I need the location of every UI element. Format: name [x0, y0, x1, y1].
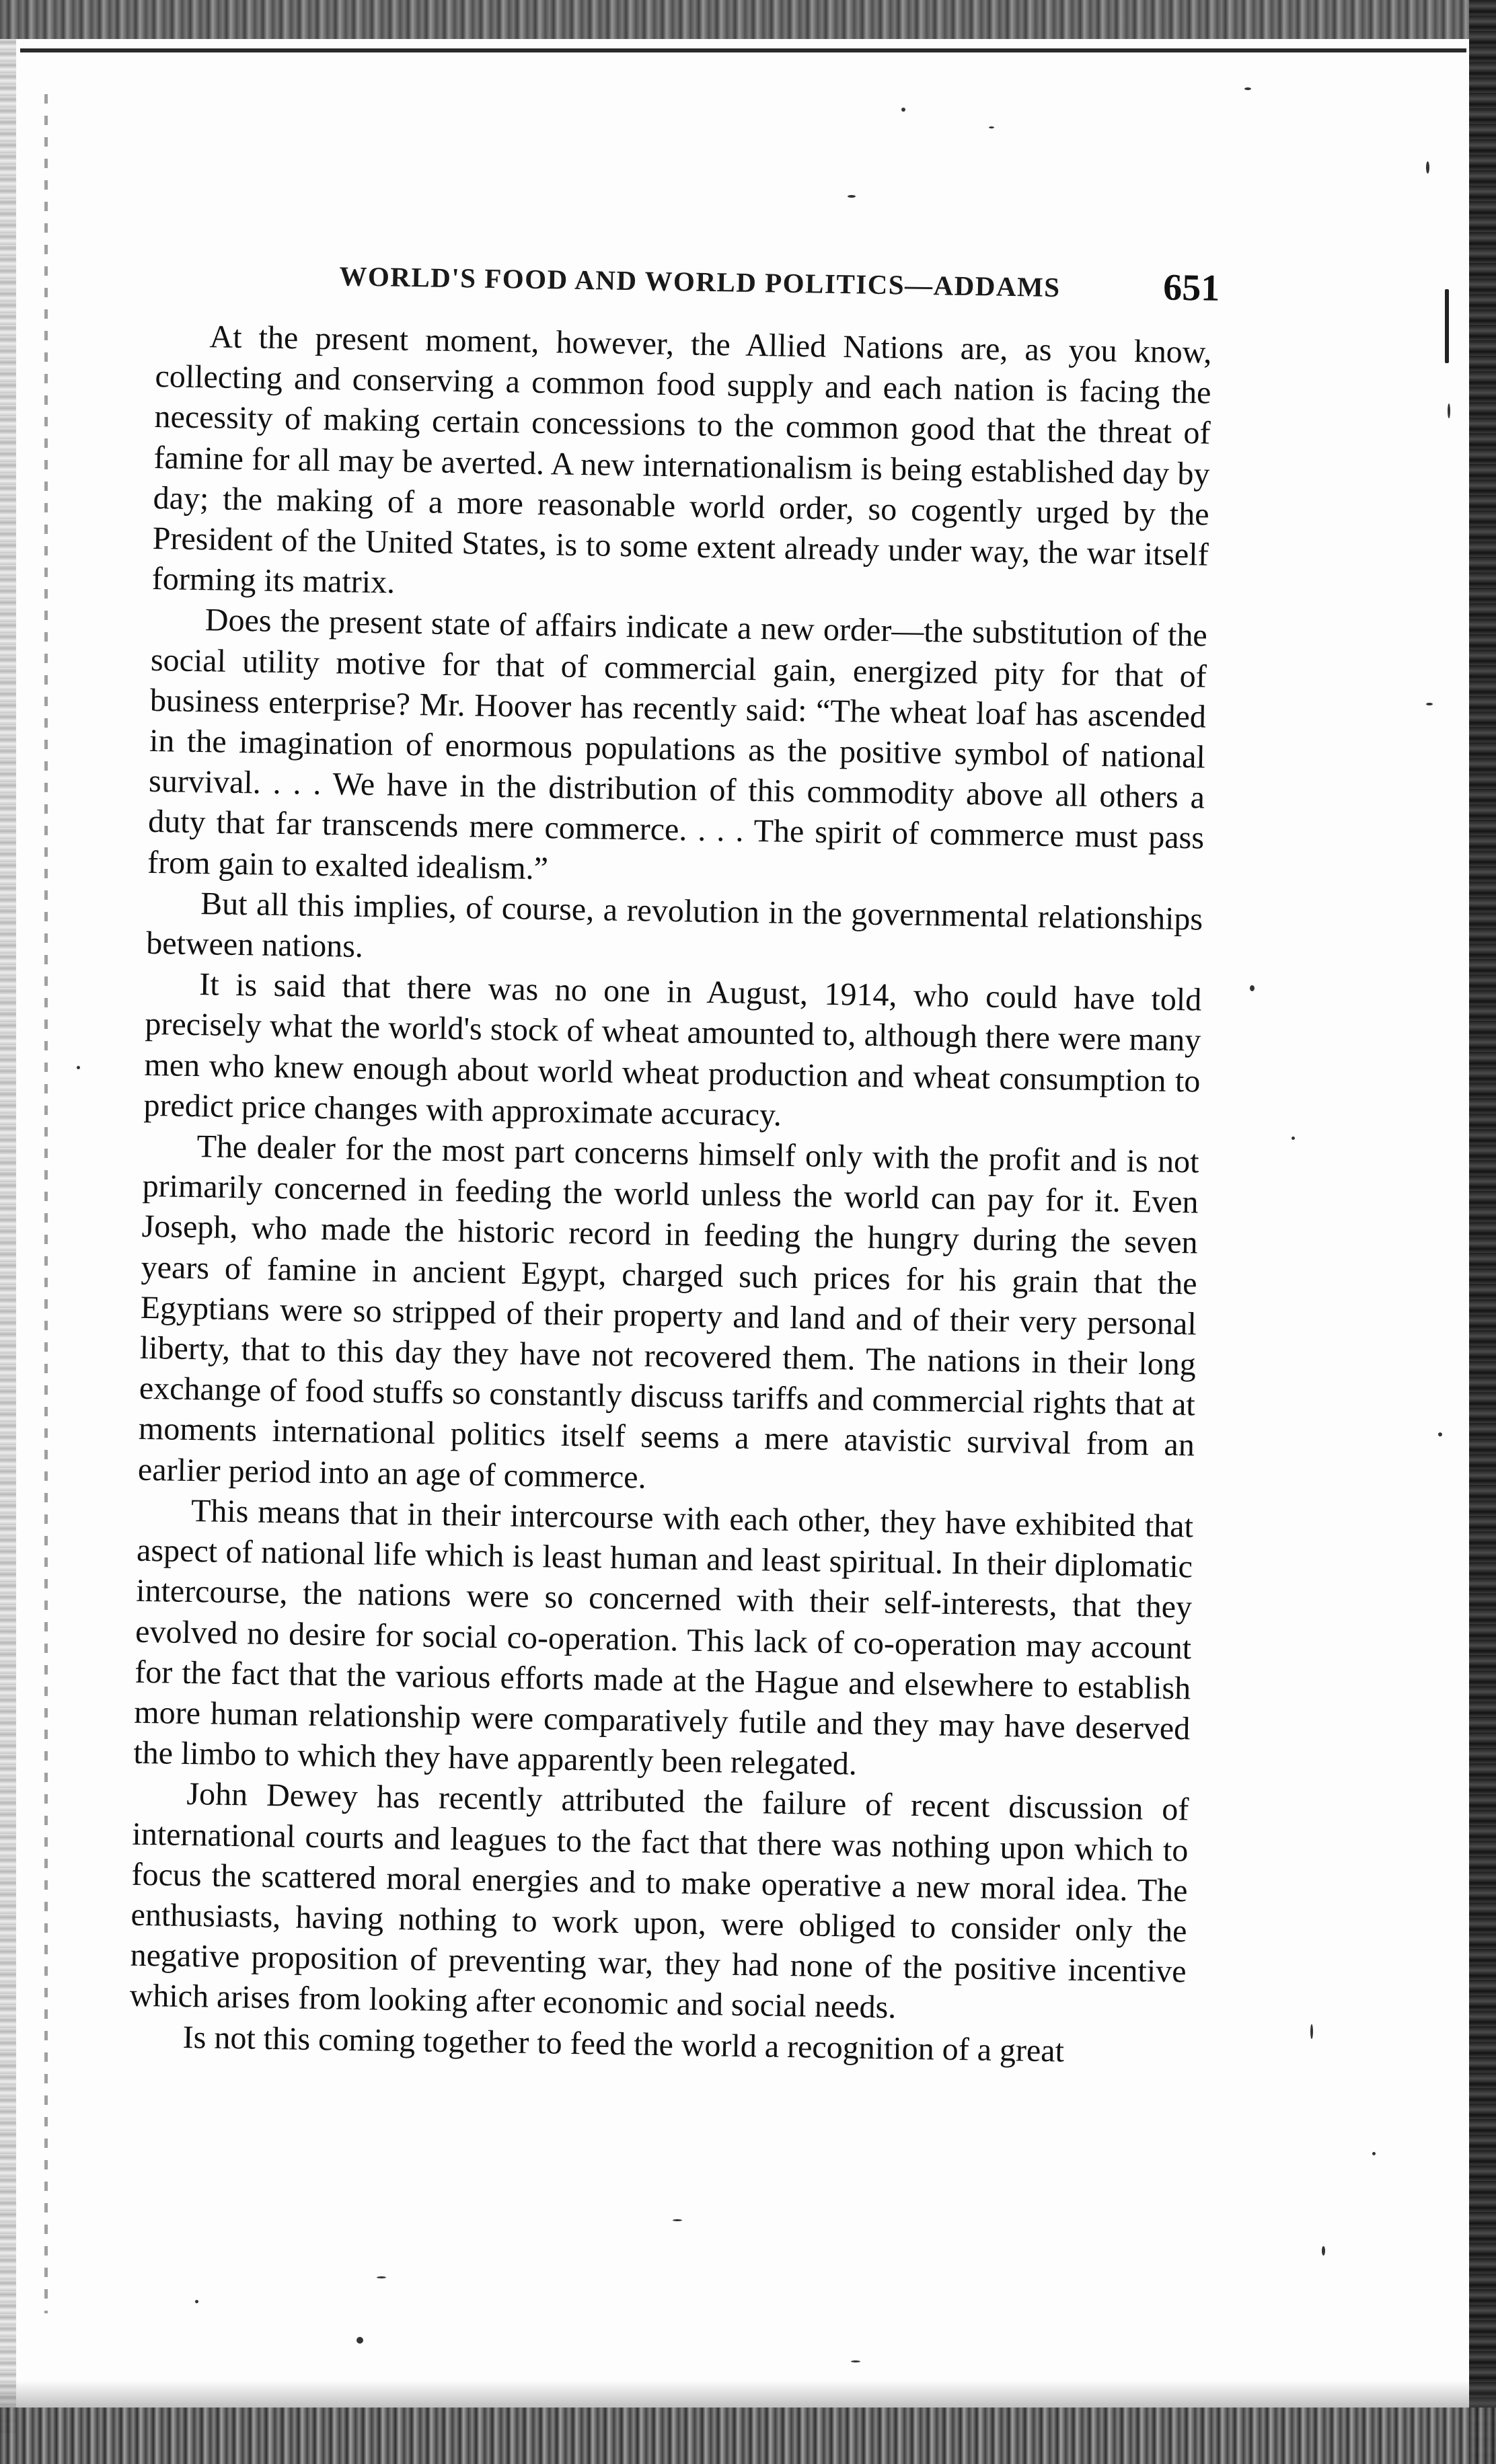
running-head: WORLD'S FOOD AND WORLD POLITICS—ADDAMS: [339, 260, 1061, 303]
scan-speck: [1438, 1432, 1442, 1436]
scan-edge-left: [0, 39, 16, 2433]
body-text: [128, 316, 1211, 2073]
binding-shadow-line: [44, 94, 48, 2313]
scan-speck: [901, 108, 905, 112]
scan-speck: [1244, 87, 1251, 90]
scan-speck: [848, 195, 856, 198]
scan-speck: [357, 2337, 363, 2344]
scan-speck: [673, 2219, 682, 2221]
scan-speck: [1250, 985, 1255, 991]
scan-speck: [1448, 403, 1450, 418]
scan-speck: [377, 2276, 386, 2278]
scan-edge-right: [1469, 0, 1496, 2464]
scan-speck: [851, 2360, 860, 2362]
scan-speck: [1445, 289, 1449, 363]
page-top-rule: [20, 48, 1466, 52]
scan-edge-top: [0, 0, 1496, 39]
scan-bottom-shadow: [0, 2381, 1496, 2408]
scan-speck: [989, 126, 994, 128]
scan-speck: [1426, 703, 1433, 705]
paragraph: It is said that there was no one in August, 1914, who could have told precisely what the world's stock of wheat amounted to, although there were many men who knew enough about world wheat production and wheat consumption to predict price changes with approximate accuracy.: [143, 966, 1202, 1133]
scan-speck: [1426, 161, 1429, 174]
scan-speck: [195, 2300, 198, 2303]
paragraph: But all this implies, of course, a revolution in the governmental relationships between nations.: [145, 885, 1203, 964]
scan-speck: [1310, 2024, 1313, 2039]
paragraph: The dealer for the most part concerns himself only with the profit and is not primarily concerned in feeding the world unless the world can pay for it. Even Joseph, who made the historic record in feeding the hungry during the seven years of famine in ancient Egypt, charged such prices for his grain that the Egyptians were so stripped of their property and land and of their very personal liberty, that to this day they have not recovered them. The nations in their long exchange of food stuffs so constantly discuss tariffs and commercial rights that at moments international politics itself seems a mere atavistic survival from an earlier period into an age of commerce.: [137, 1128, 1199, 1496]
page-header: [154, 250, 1218, 328]
page-number: 651: [1162, 266, 1220, 309]
scan-speck: [77, 1066, 80, 1069]
scan-edge-bottom: [0, 2408, 1496, 2464]
paragraph: Is not this coming together to feed the world a recognition of a great: [182, 2019, 1065, 2069]
paragraph: John Dewey has recently attributed the failure of recent discussion of international courts and leagues to the fact that there was nothing upon which to focus the scattered moral energies and to make operative a new moral idea. The enthusiasts, having nothing to work upon, were obliged to consider only the negative proposition of preventing war, they had none of the positive incentive which arises from looking after economic and social needs.: [129, 1776, 1189, 2026]
paragraph: At the present moment, however, the Allied Nations are, as you know, collecting and conserving a common food supply and each nation is facing the necessity of making certain concessions to the common good that the threat of famine for all may be averted. A new internationalism is being established day by day; the making of a more reasonable world order, so cogently urged by the President of the United States, is to some extent already under way, the war itself forming its matrix.: [151, 319, 1212, 601]
paragraph: This means that in their intercourse with each other, they have exhibited that aspect of national life which is least human and least spiritual. In their diplomatic intercourse, the nations were so concerned with their self-interests, that they evolved no desire for social co-operation. This lack of co-operation may account for the fact that the various efforts made at the Hague and elsewhere to establish more human relationship were comparatively futile and they may have deserved the limbo to which they have apparently been relegated.: [133, 1492, 1194, 1782]
scan-speck: [1322, 2246, 1325, 2256]
scan-speck: [1292, 1137, 1295, 1140]
paragraph: Does the present state of affairs indicate a new order—the substitution of the social utility motive for that of commercial gain, energized pity for that of business enterprise? Mr. Hoover has recently said: “The wheat loaf has ascended in the imagination of enormous populations as the positive symbol of national survival. . . . We have in the distribution of this commodity above all others a duty that far transcends mere commerce. . . . The spirit of commerce must pass from gain to exalted idealism.”: [147, 602, 1208, 886]
scan-speck: [1372, 2152, 1376, 2155]
